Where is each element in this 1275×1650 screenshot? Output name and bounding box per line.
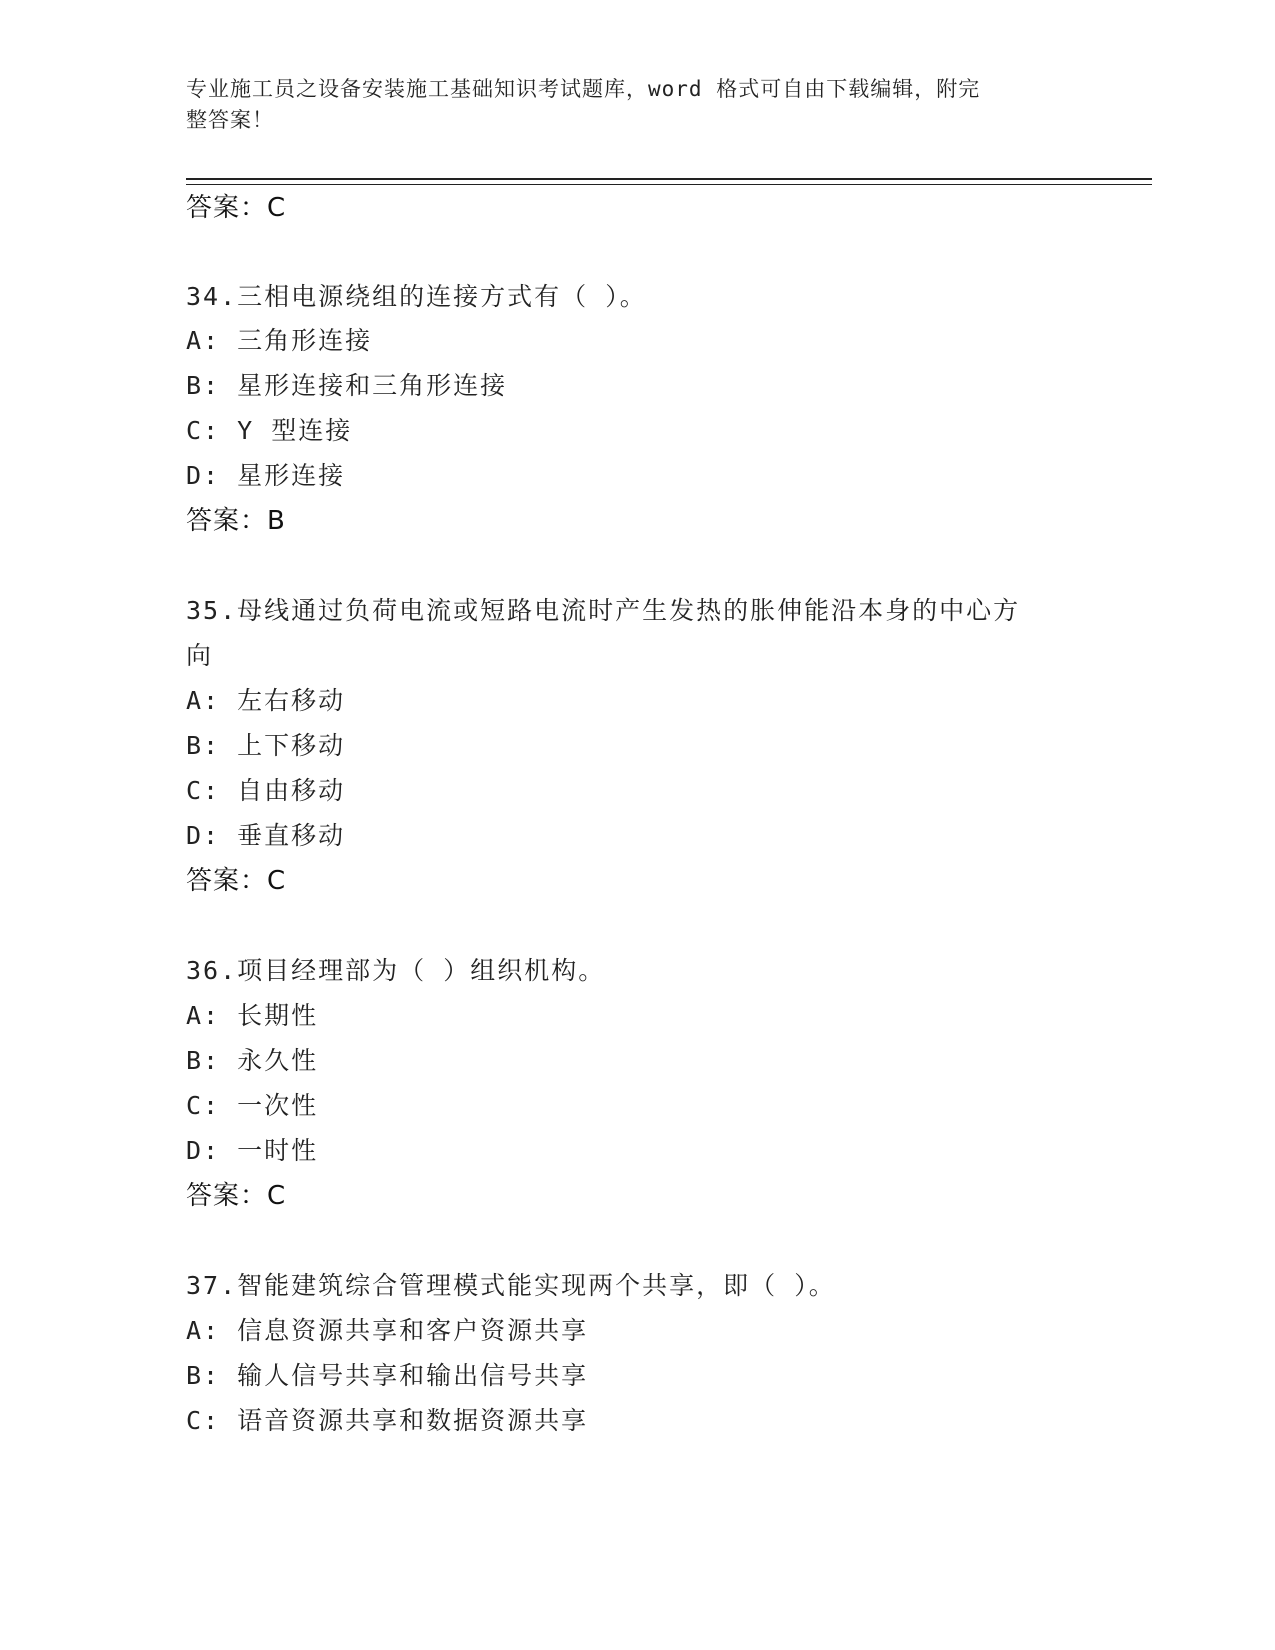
question-36-option-d: D: 一时性 bbox=[186, 1136, 319, 1165]
question-34-answer: 答案：B bbox=[186, 506, 286, 536]
question-36-answer: 答案：C bbox=[186, 1181, 287, 1211]
question-36-option-b: B: 永久性 bbox=[186, 1046, 319, 1075]
question-34-option-d: D: 星形连接 bbox=[186, 461, 346, 490]
header-divider-thick bbox=[186, 178, 1152, 180]
question-34-option-a: A: 三角形连接 bbox=[186, 326, 373, 355]
header-divider-thin bbox=[186, 184, 1152, 185]
question-37-option-a: A: 信息资源共享和客户资源共享 bbox=[186, 1316, 589, 1345]
header-line-2: 整答案！ bbox=[186, 108, 274, 132]
question-37-stem: 37.智能建筑综合管理模式能实现两个共享，即（ ）。 bbox=[186, 1271, 836, 1300]
question-37-option-c: C: 语音资源共享和数据资源共享 bbox=[186, 1406, 589, 1435]
question-34-option-b: B: 星形连接和三角形连接 bbox=[186, 371, 508, 400]
question-36-option-c: C: 一次性 bbox=[186, 1091, 319, 1120]
question-35-stem-line-2: 向 bbox=[186, 641, 214, 670]
question-36-stem: 36.项目经理部为（ ）组织机构。 bbox=[186, 956, 606, 985]
question-35-option-d: D: 垂直移动 bbox=[186, 821, 346, 850]
question-35-answer: 答案：C bbox=[186, 866, 287, 896]
question-34-option-c: C: Y 型连接 bbox=[186, 416, 353, 445]
header-line-1: 专业施工员之设备安装施工基础知识考试题库，word 格式可自由下载编辑，附完 bbox=[186, 77, 981, 101]
question-35-option-c: C: 自由移动 bbox=[186, 776, 346, 805]
question-35-option-a: A: 左右移动 bbox=[186, 686, 346, 715]
question-36-option-a: A: 长期性 bbox=[186, 1001, 319, 1030]
question-35-stem-line-1: 35.母线通过负荷电流或短路电流时产生发热的胀伸能沿本身的中心方 bbox=[186, 596, 1021, 625]
document-header bbox=[186, 74, 1066, 136]
answer-prev: 答案：C bbox=[186, 193, 287, 223]
question-35-option-b: B: 上下移动 bbox=[186, 731, 346, 760]
question-34-stem: 34.三相电源绕组的连接方式有（ ）。 bbox=[186, 282, 647, 311]
question-37-option-b: B: 输人信号共享和输出信号共享 bbox=[186, 1361, 589, 1390]
